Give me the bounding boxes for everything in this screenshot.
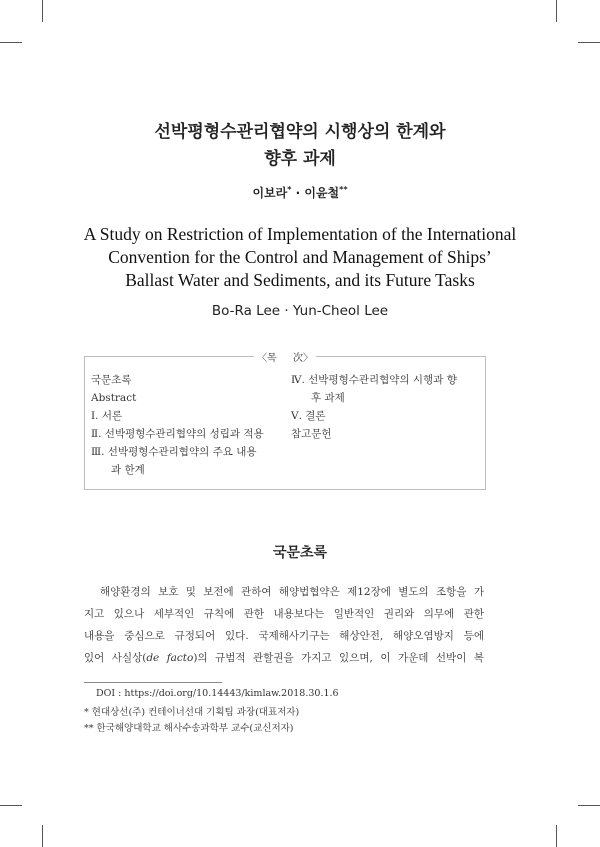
korean-title-line-2: 향후 과제 <box>264 149 336 169</box>
author-separator: · <box>291 186 305 200</box>
crop-mark <box>578 805 600 806</box>
toc-item: Ⅴ. 결론 <box>291 410 326 422</box>
author-2-mark: ** <box>339 185 348 194</box>
toc-item: Ⅱ. 선박평형수관리협약의 성립과 적용 <box>91 428 264 440</box>
toc-left-column <box>91 371 264 479</box>
doi-footnote: DOI : https://doi.org/10.14443/kimlaw.2018.30.1.6 <box>96 688 339 699</box>
crop-mark <box>42 825 43 847</box>
toc-right-column <box>291 371 457 443</box>
footnote-1: * 현대상선(주) 컨테이너선대 기획팀 과장(대표저자) <box>84 707 300 718</box>
crop-mark <box>556 0 557 22</box>
korean-authors <box>0 184 600 201</box>
table-of-contents <box>84 353 486 490</box>
toc-item: 국문초록 <box>91 374 132 386</box>
toc-item: Ⅰ. 서론 <box>91 410 123 422</box>
footnote-rule <box>84 682 222 683</box>
abstract-line-2: 지고 있으나 세부적인 규칙에 관한 내용보다는 일반적인 권리와 의무에 관한 <box>84 608 484 620</box>
english-authors: Bo-Ra Lee · Yun-Cheol Lee <box>211 303 389 319</box>
abstract-line-3: 내용을 중심으로 규정되어 있다. 국제해사기구는 해상안전, 해양오염방지 등에 <box>84 630 484 642</box>
author-1-mark: * <box>287 185 292 194</box>
toc-heading: 〈목 次〉 <box>254 353 316 364</box>
abstract-line-4-a: 있어 사실상( <box>84 652 147 664</box>
crop-mark <box>556 825 557 847</box>
crop-mark <box>0 42 22 43</box>
abstract-line-4 <box>84 650 484 665</box>
toc-item: 후 과제 <box>311 392 345 404</box>
crop-mark <box>42 0 43 22</box>
author-2-name: 이윤철 <box>304 186 340 200</box>
abstract-title: 국문초록 <box>272 545 328 561</box>
toc-item: Ⅲ. 선박평형수관리협약의 주요 내용 <box>91 446 257 458</box>
english-title-line-1: A Study on Restriction of Implementation of the International <box>83 224 517 244</box>
english-title-line-3: Ballast Water and Sediments, and its Future Tasks <box>125 270 475 290</box>
toc-heading-wrap <box>85 349 485 364</box>
korean-title-line-1: 선박평형수관리협약의 시행상의 한계와 <box>154 122 446 142</box>
abstract-line-1: 해양환경의 보호 및 보전에 관하여 해양법협약은 제12장에 별도의 조항을 가 <box>100 586 484 598</box>
toc-item: Ⅳ. 선박평형수관리협약의 시행과 향 <box>291 374 457 386</box>
abstract-italic-term: de facto <box>146 652 194 664</box>
toc-item: Abstract <box>91 392 137 404</box>
crop-mark <box>578 42 600 43</box>
footnote-2: ** 한국해양대학교 해사수송과학부 교수(교신저자) <box>84 723 294 734</box>
abstract-line-4-b: )의 규범적 관할권을 가지고 있으며, 이 가운데 선박이 복 <box>193 652 484 664</box>
english-title-line-2: Convention for the Control and Management of Ships’ <box>108 247 492 267</box>
toc-item: 참고문헌 <box>291 428 332 440</box>
toc-item: 과 한계 <box>111 464 145 476</box>
crop-mark <box>0 805 22 806</box>
author-1-name: 이보라 <box>252 186 288 200</box>
